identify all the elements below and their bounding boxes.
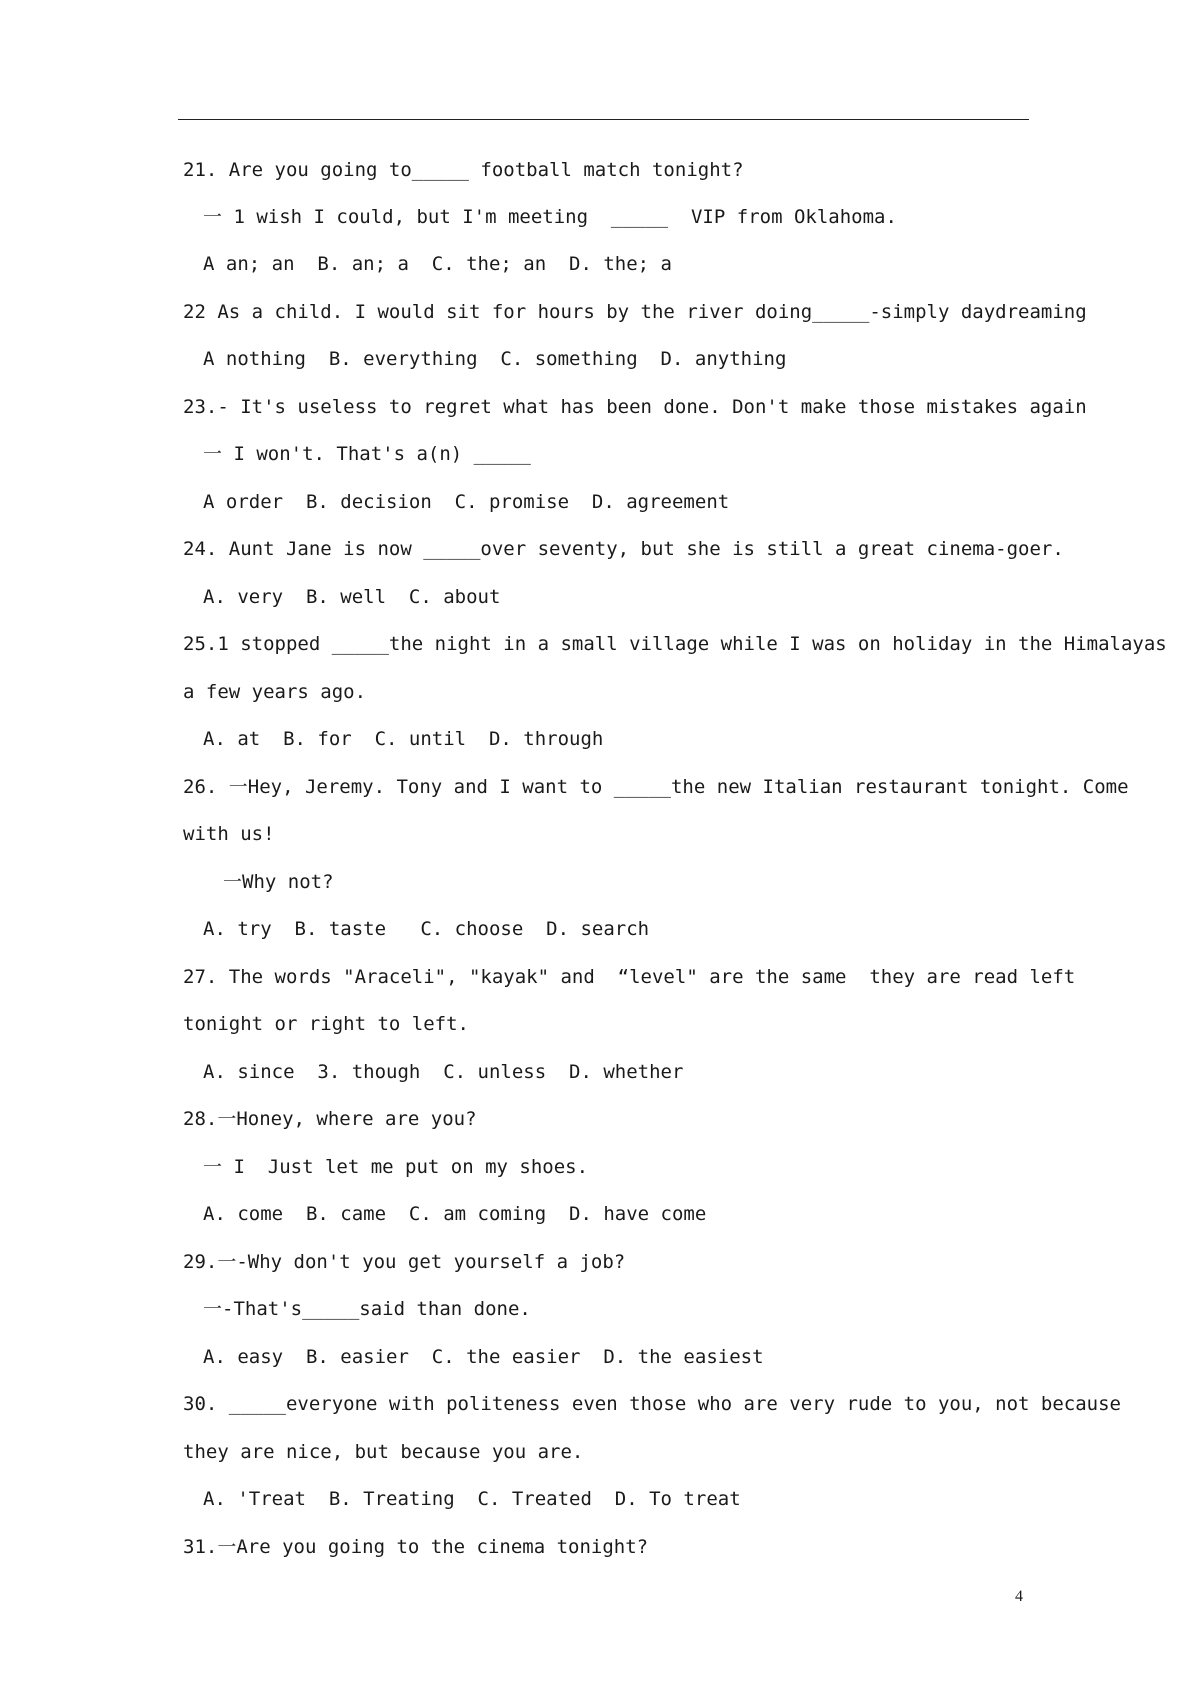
question-21-dialogue: 一 1 wish I could, but I'm meeting _____ VIP from Oklahoma. (203, 206, 897, 228)
question-24-options: A. very B. well C. about (203, 586, 501, 608)
question-25-cont: a few years ago. (183, 681, 367, 703)
question-22-options: A nothing B. everything C. something D. anything (203, 348, 787, 370)
question-25: 25.1 stopped _____the night in a small village while I was on holiday in the Himalayas (183, 633, 1167, 655)
question-28-options: A. come B. came C. am coming D. have come (203, 1203, 707, 1225)
question-27-cont: tonight or right to left. (183, 1013, 469, 1035)
question-30: 30. _____everyone with politeness even those who are very rude to you, not because (183, 1393, 1121, 1415)
question-28: 28.一Honey, where are you? (183, 1108, 477, 1130)
question-22: 22 As a child. I would sit for hours by the river doing_____-simply daydreaming (183, 301, 1087, 323)
question-29-dialogue: 一-That's_____said than done. (203, 1298, 531, 1320)
question-28-dialogue: 一 I Just let me put on my shoes. (203, 1156, 589, 1178)
question-23-dialogue: 一 I won't. That's a(n) _____ (203, 443, 531, 465)
question-26-options: A. try B. taste C. choose D. search (203, 918, 650, 940)
question-26: 26. 一Hey, Jeremy. Tony and I want to _____the new Italian restaurant tonight. Come (183, 776, 1129, 798)
question-30-cont: they are nice, but because you are. (183, 1441, 584, 1463)
header-rule (178, 119, 1029, 120)
question-24: 24. Aunt Jane is now _____over seventy, but she is still a great cinema-goer. (183, 538, 1064, 560)
question-29: 29.一-Why don't you get yourself a job? (183, 1251, 626, 1273)
question-26-dialogue: 一Why not? (223, 871, 334, 893)
question-21: 21. Are you going to_____ football match tonight? (183, 159, 744, 181)
question-30-options: A. 'Treat B. Treating C. Treated D. To treat (203, 1488, 741, 1510)
question-27-options: A. since 3. though C. unless D. whether (203, 1061, 684, 1083)
question-26-cont: with us! (183, 823, 275, 845)
question-27: 27. The words "Araceli", "kayak" and “level" are the same they are read left (183, 966, 1076, 988)
question-29-options: A. easy B. easier C. the easier D. the easiest (203, 1346, 764, 1368)
question-23-options: A order B. decision C. promise D. agreement (203, 491, 730, 513)
question-31: 31.一Are you going to the cinema tonight? (183, 1536, 649, 1558)
question-21-options: A an; an B. an; a C. the; an D. the; a (203, 253, 672, 275)
page-number: 4 (1015, 1588, 1023, 1605)
question-25-options: A. at B. for C. until D. through (203, 728, 604, 750)
question-23: 23.- It's useless to regret what has been done. Don't make those mistakes again (183, 396, 1087, 418)
